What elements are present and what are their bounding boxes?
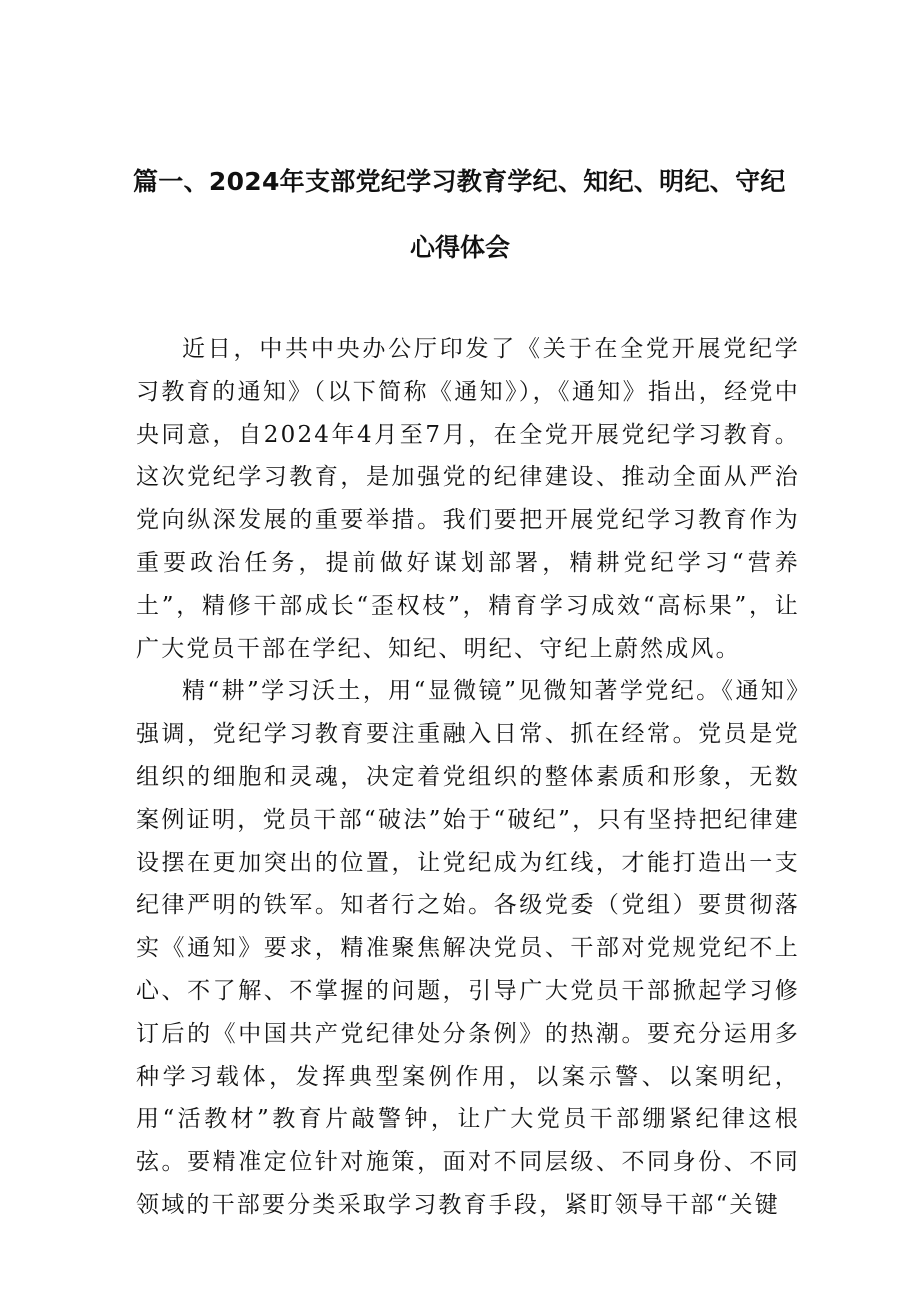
document-body	[136, 328, 800, 1227]
document-title-line-2: 心得体会	[409, 233, 510, 262]
paragraph-2: 精“耕”学习沃土，用“显微镜”见微知著学党纪。《通知》强调，党纪学习教育要注重融入日常、抓在经常。党员是党组织的细胞和灵魂，决定着党组织的整体素质和形象，无数案例证明，党员干部“破法”始于“破纪”，只有坚持把纪律建设摆在更加突出的位置，让党纪成为红线，才能打造出一支纪律严明的铁军。知者行之始。各级党委（党组）要贯彻落实《通知》要求，精准聚焦解决党员、干部对党规党纪不上心、不了解、不掌握的问题，引导广大党员干部掀起学习修订后的《中国共产党纪律处分条例》的热潮。要充分运用多种学习载体，发挥典型案例作用，以案示警、以案明纪，用“活教材”教育片敲警钟，让广大党员干部绷紧纪律这根弦。要精准定位针对施策，面对不同层级、不同身份、不同领域的干部要分类采取学习教育手段，紧盯领导干部“关键	[136, 678, 800, 1218]
document-title-line-1: 篇一、2024年支部党纪学习教育学纪、知纪、明纪、守纪	[133, 167, 786, 196]
paragraph-1: 近日，中共中央办公厅印发了《关于在全党开展党纪学习教育的通知》（以下简称《通知》），《通知》指出，经党中央同意，自2024年4月至7月，在全党开展党纪学习教育。这次党纪学习教育，是加强党的纪律建设、推动全面从严治党向纵深发展的重要举措。我们要把开展党纪学习教育作为重要政治任务，提前做好谋划部署，精耕党纪学习“营养土”，精修干部成长“歪权枝”，精育学习成效“高标果”，让广大党员干部在学纪、知纪、明纪、守纪上蔚然成风。	[136, 336, 800, 662]
